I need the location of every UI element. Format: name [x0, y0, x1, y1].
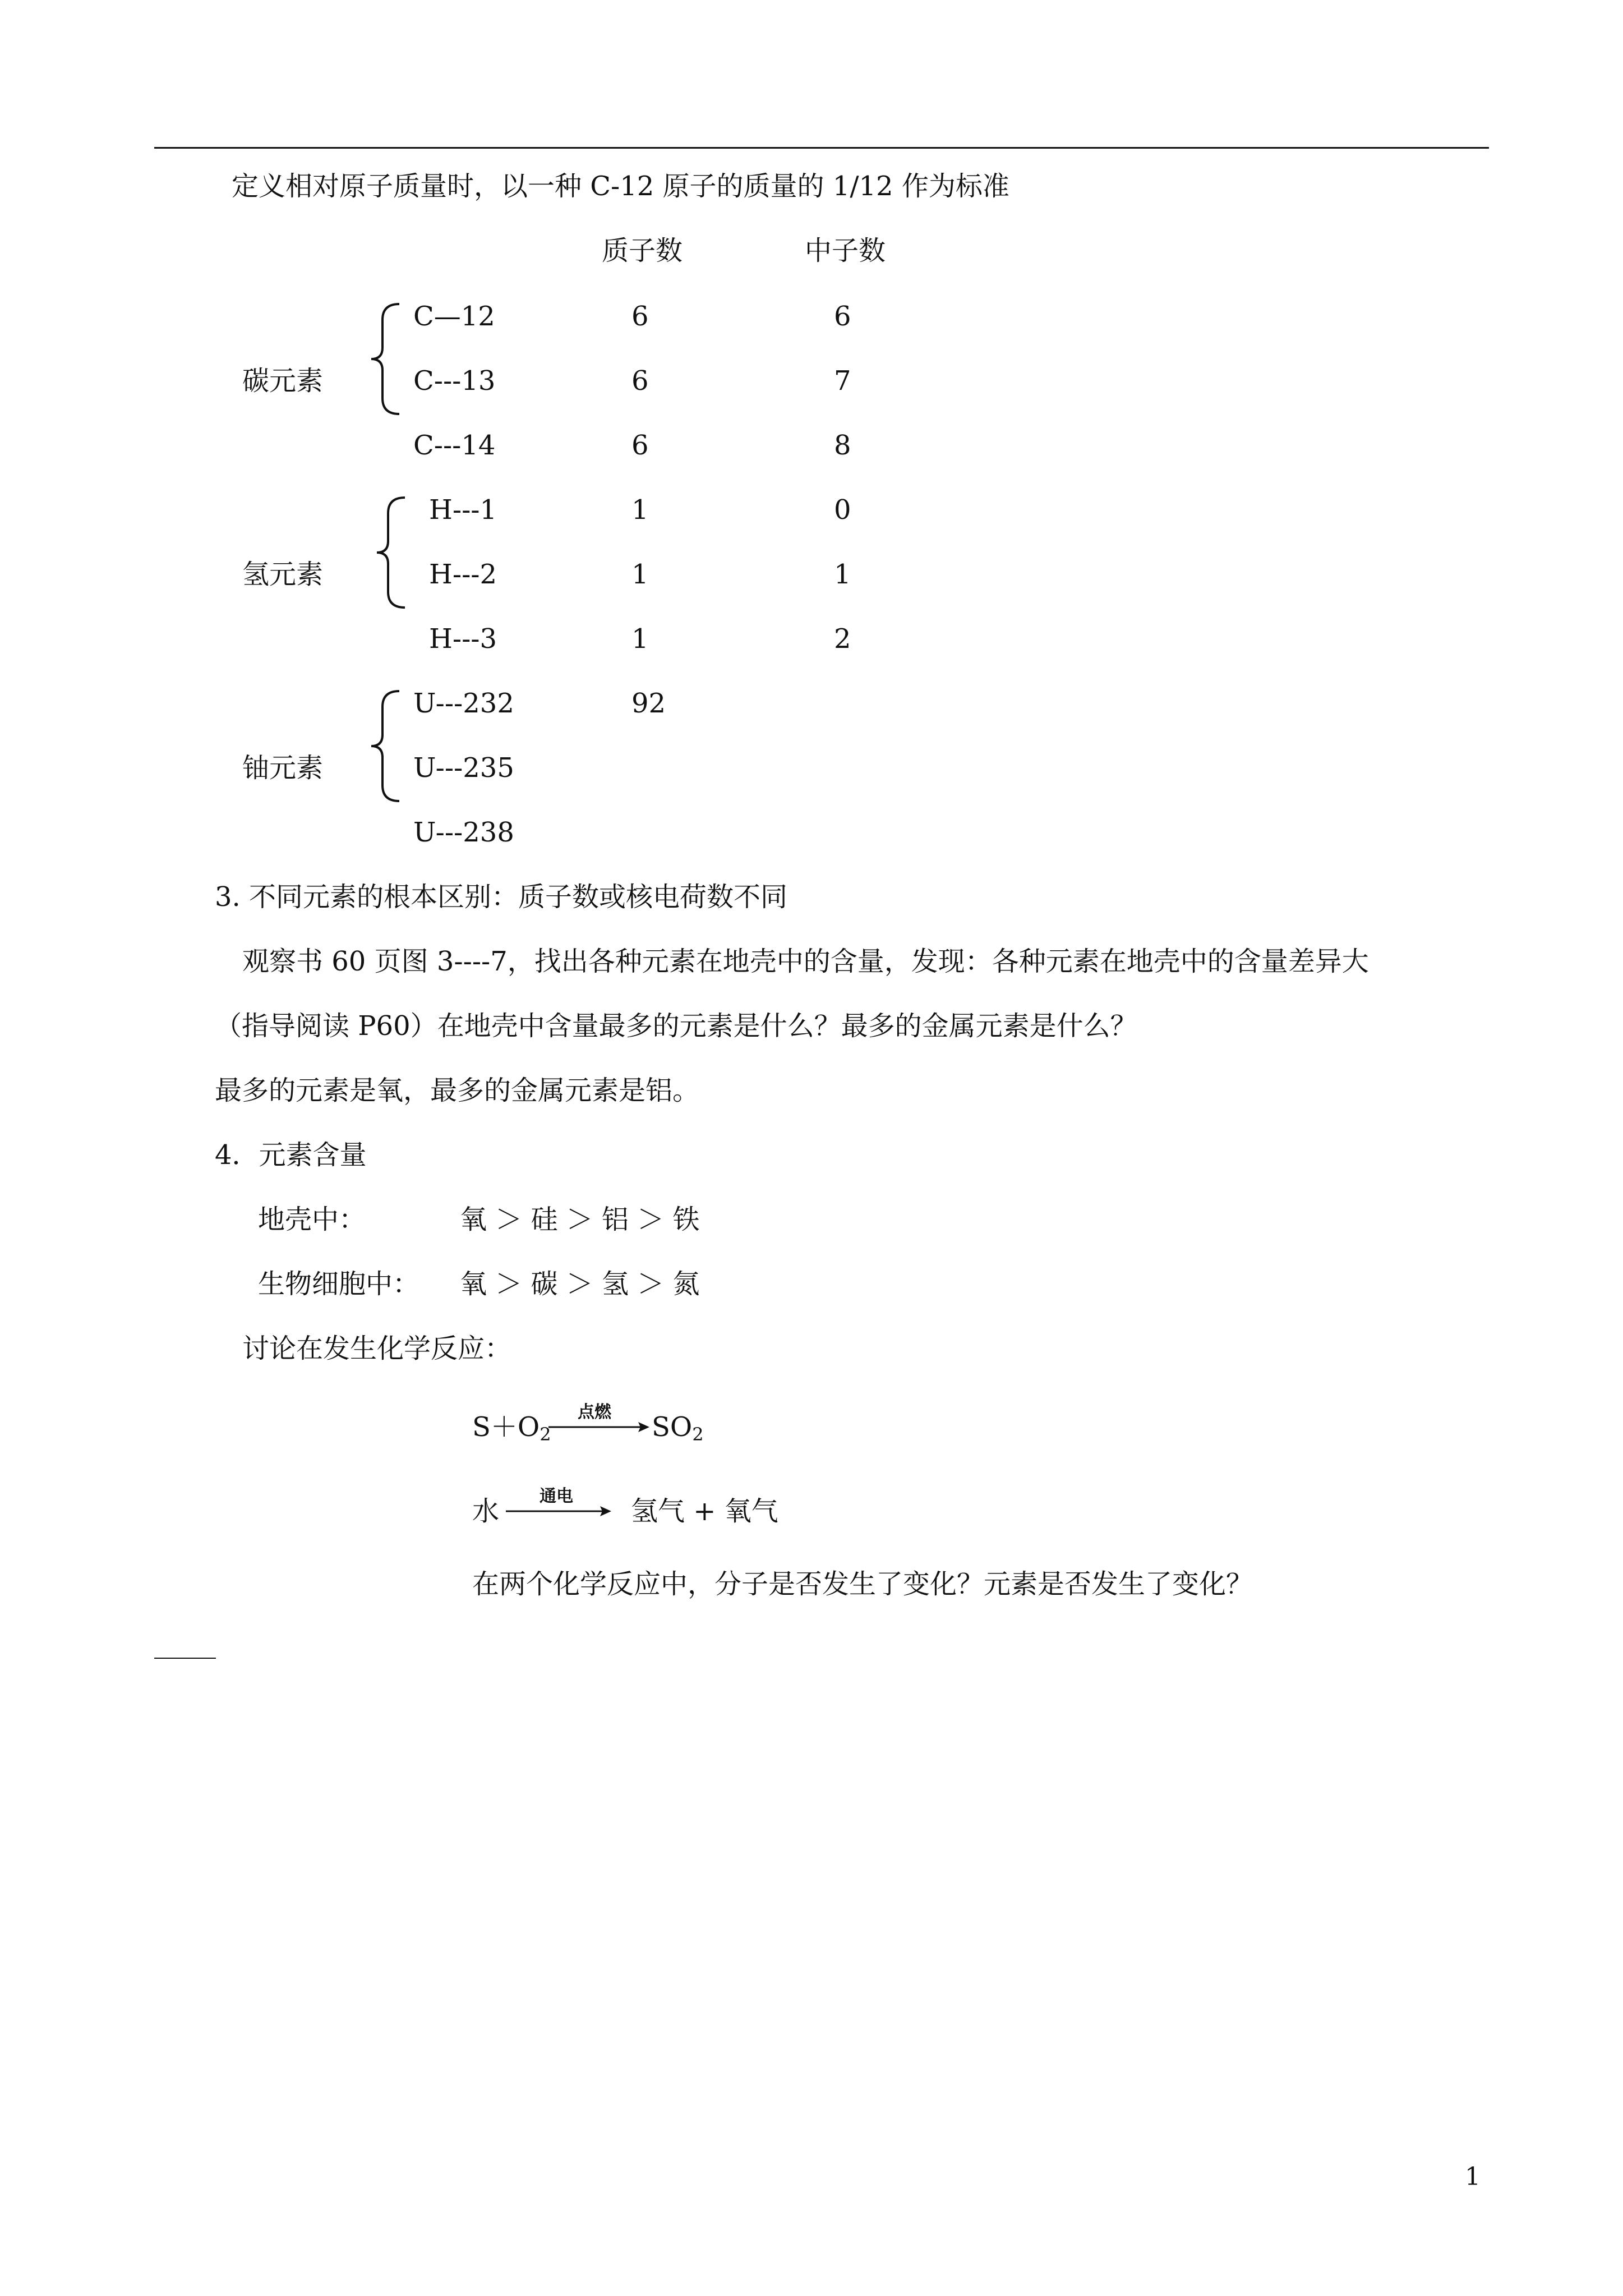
reactant-s: S: [472, 1411, 491, 1443]
isotope-neutrons: 6: [834, 301, 851, 332]
element-hydrogen: 氢元素: [242, 559, 324, 590]
reaction-2-reactant: 水: [472, 1496, 500, 1527]
reactant-o-subscript: 2: [540, 1424, 551, 1445]
isotope-protons: 1: [631, 494, 649, 526]
isotope-name: H---1: [429, 494, 497, 526]
cell-order: 氧 ＞ 碳 ＞ 氢 ＞ 氮: [460, 1268, 700, 1300]
page-number: 1: [1465, 2162, 1481, 2191]
isotope-protons: 6: [631, 365, 649, 397]
product-subscript: 2: [692, 1424, 704, 1445]
isotope-neutrons: 2: [834, 623, 851, 655]
product-so: SO: [652, 1411, 693, 1443]
reaction-1-product: [652, 1411, 704, 1445]
cell-label: 生物细胞中：: [258, 1268, 420, 1300]
isotope-protons: 6: [631, 430, 649, 461]
header-rule: [154, 147, 1489, 149]
carbon-brace: [370, 303, 404, 415]
condition-ignite: 点燃: [578, 1402, 611, 1422]
uranium-brace: [370, 690, 404, 802]
discussion-question: 在两个化学反应中，分子是否发生了变化？元素是否发生了变化？: [472, 1568, 1253, 1600]
isotope-protons: 6: [631, 301, 649, 332]
section-3-answer: 最多的元素是氧，最多的金属元素是铝。: [215, 1075, 700, 1106]
reaction-1-arrow: [548, 1398, 651, 1437]
discussion-intro: 讨论在发生化学反应：: [242, 1333, 512, 1364]
arrow-right-icon: [506, 1504, 612, 1518]
isotope-name: H---3: [429, 623, 497, 655]
crust-order: 氧 ＞ 硅 ＞ 铝 ＞ 铁: [460, 1204, 700, 1235]
crust-label: 地壳中：: [258, 1204, 366, 1235]
section-4-heading: 4．元素含量: [215, 1139, 367, 1171]
isotope-name: U---235: [413, 752, 514, 784]
hydrogen-brace: [376, 496, 409, 609]
reactant-o: O: [517, 1411, 540, 1443]
isotope-protons: 92: [631, 688, 666, 719]
isotope-name: H---2: [429, 559, 497, 590]
isotope-neutrons: 8: [834, 430, 851, 461]
plus-sign: ＋: [490, 1411, 518, 1443]
reaction-1: [472, 1411, 551, 1445]
isotope-name: C---14: [413, 430, 496, 461]
element-carbon: 碳元素: [242, 365, 324, 397]
arrow-right-icon: [548, 1420, 651, 1434]
section-3-question: （指导阅读 P60）在地壳中含量最多的元素是什么？最多的金属元素是什么？: [215, 1010, 1137, 1042]
intro-line: 定义相对原子质量时，以一种 C-12 原子的质量的 1/12 作为标准: [232, 171, 1009, 202]
section-3-observe: 观察书 60 页图 3----7，找出各种元素在地壳中的含量，发现：各种元素在地壳中的含量差异大: [242, 946, 1369, 977]
footnote-rule: [154, 1658, 216, 1659]
isotope-name: C---13: [413, 365, 496, 397]
isotope-neutrons: 7: [834, 365, 851, 397]
section-3-heading: 3. 不同元素的根本区别：质子数或核电荷数不同: [215, 881, 788, 913]
isotope-name: C—12: [413, 301, 495, 332]
reaction-2-arrow: [506, 1482, 612, 1521]
element-uranium: 铀元素: [242, 752, 324, 784]
header-neutrons: 中子数: [805, 235, 886, 266]
isotope-name: U---238: [413, 817, 514, 848]
condition-electrify: 通电: [540, 1487, 573, 1506]
isotope-protons: 1: [631, 559, 649, 590]
isotope-neutrons: 1: [834, 559, 851, 590]
reaction-2-products: 氢气 + 氧气: [631, 1496, 778, 1527]
isotope-name: U---232: [413, 688, 514, 719]
header-protons: 质子数: [602, 235, 683, 266]
isotope-neutrons: 0: [834, 494, 851, 526]
isotope-protons: 1: [631, 623, 649, 655]
